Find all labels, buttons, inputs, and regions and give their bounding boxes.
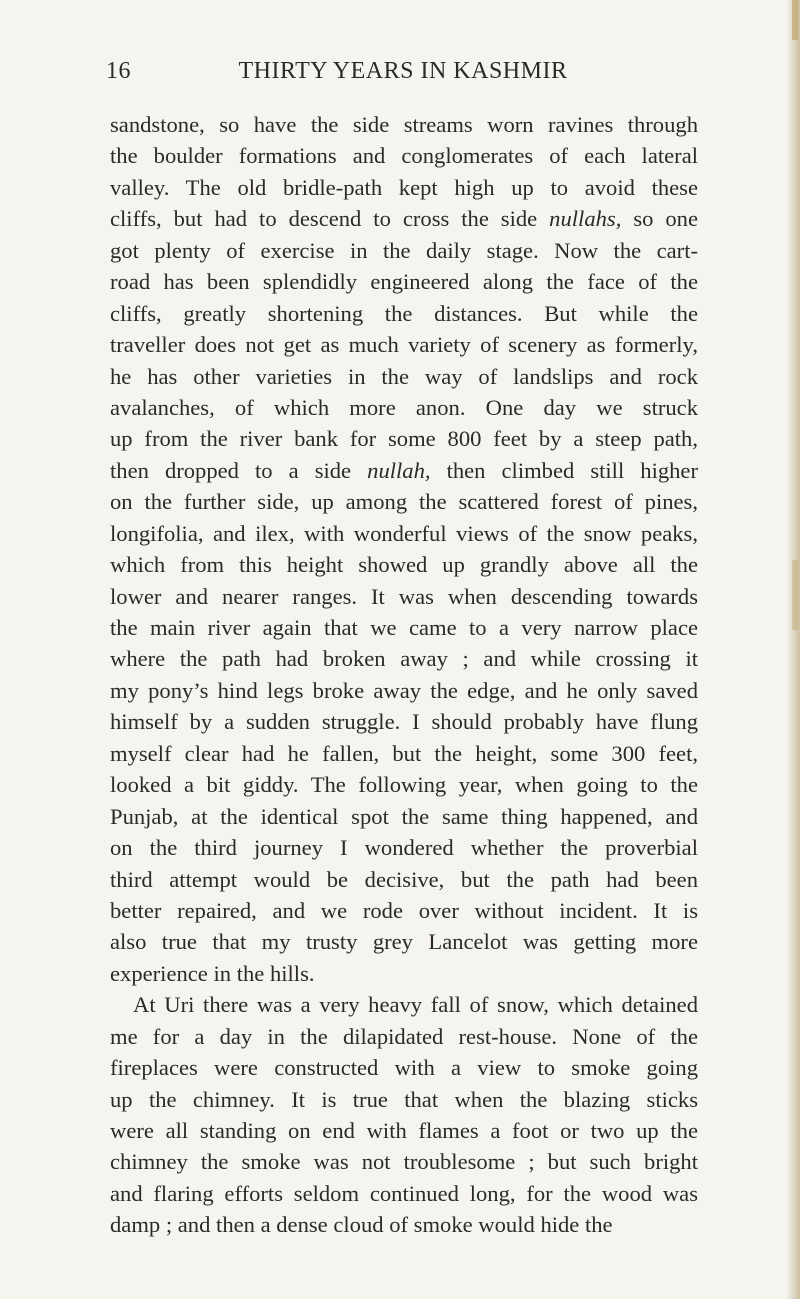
text-line [110, 455, 698, 486]
text-line [110, 801, 698, 832]
text-line [110, 581, 698, 612]
text-segment: me for a day in the dilapidated rest-house. None of the [110, 1023, 698, 1049]
text-line [110, 612, 698, 643]
italic-term: nullah, [367, 457, 431, 483]
text-line [110, 1209, 698, 1240]
text-segment: he has other varieties in the way of landslips and rock [110, 363, 698, 389]
text-segment: At Uri there was a very heavy fall of snow, which detained [133, 992, 698, 1018]
page-edge [786, 0, 800, 1299]
text-line [110, 738, 698, 769]
text-segment: cliffs, but had to descend to cross the side [110, 206, 550, 232]
text-segment: third attempt would be decisive, but the path had been [110, 866, 698, 892]
text-line [110, 989, 698, 1020]
text-segment: were all standing on end with flames a foot or two up the [110, 1118, 698, 1143]
text-line [110, 1084, 698, 1115]
text-line [110, 423, 698, 454]
text-line [110, 235, 698, 266]
text-segment: and flaring efforts seldom continued long, for the wood was [110, 1180, 698, 1206]
text-line [110, 958, 698, 989]
page-edge-mark [792, 0, 798, 40]
text-segment: traveller does not get as much variety of scenery as formerly, [110, 332, 698, 358]
text-line [110, 706, 698, 737]
text-segment: longifolia, and ilex, with wonderful views of the snow peaks, [110, 520, 698, 546]
text-segment: also true that my trusty grey Lancelot was getting more [110, 929, 698, 955]
page-edge-mark [792, 560, 798, 630]
text-line [110, 832, 698, 863]
text-segment: avalanches, of which more anon. One day we struck [110, 394, 698, 420]
page-number: 16 [106, 58, 131, 84]
text-line [110, 549, 698, 580]
text-segment: on the further side, up among the scattered forest of pines, [110, 489, 698, 515]
text-line [110, 1115, 698, 1146]
text-segment: damp ; and then a dense cloud of smoke would hide the [110, 1212, 613, 1238]
text-segment: cliffs, greatly shortening the distances. But while the [110, 300, 698, 326]
text-segment: my pony’s hind legs broke away the edge, and he only saved [110, 677, 698, 703]
text-segment: Punjab, at the identical spot the same thing happened, and [110, 803, 698, 829]
text-line [110, 675, 698, 706]
text-line [110, 895, 698, 926]
text-line [110, 203, 698, 234]
text-line [110, 140, 698, 171]
text-segment: himself by a sudden struggle. I should probably have flung [110, 709, 698, 735]
text-segment: then climbed still higher [430, 457, 698, 483]
running-head [106, 58, 696, 90]
text-segment: up the chimney. It is true that when the blazing sticks [110, 1086, 698, 1112]
text-segment: road has been splendidly engineered along the face of the [110, 269, 698, 295]
text-segment: on the third journey I wondered whether the proverbial [110, 835, 698, 861]
text-line [110, 1021, 698, 1052]
text-line [110, 1178, 698, 1209]
text-segment: fireplaces were constructed with a view to smoke going [110, 1055, 698, 1081]
running-title: THIRTY YEARS IN KASHMIR [238, 58, 568, 84]
text-segment: where the path had broken away ; and while crossing it [110, 646, 698, 672]
text-segment: myself clear had he fallen, but the height, some 300 feet, [110, 740, 698, 766]
text-segment: valley. The old bridle-path kept high up to avoid these [110, 174, 698, 200]
text-line [110, 266, 698, 297]
text-line [110, 329, 698, 360]
text-segment: up from the river bank for some 800 feet by a steep path, [110, 426, 698, 452]
text-line [110, 298, 698, 329]
text-line [110, 1146, 698, 1177]
text-segment: experience in the hills. [110, 960, 315, 986]
text-segment: so one [621, 206, 698, 232]
text-line [110, 361, 698, 392]
body-text [110, 109, 698, 1241]
text-segment: the boulder formations and conglomerates of each lateral [110, 143, 698, 169]
text-segment: which from this height showed up grandly above all the [110, 552, 698, 578]
text-line [110, 864, 698, 895]
text-line [110, 769, 698, 800]
text-segment: the main river again that we came to a very narrow place [110, 615, 698, 640]
text-line [110, 109, 698, 140]
text-line [110, 392, 698, 423]
text-line [110, 926, 698, 957]
text-line [110, 518, 698, 549]
text-segment: chimney the smoke was not troublesome ; but such bright [110, 1149, 698, 1175]
text-segment: got plenty of exercise in the daily stage. Now the cart- [110, 237, 698, 263]
text-segment: sandstone, so have the side streams worn ravines through [110, 112, 698, 137]
text-line [110, 1052, 698, 1083]
text-line [110, 486, 698, 517]
italic-term: nullahs, [549, 206, 622, 232]
text-segment: looked a bit giddy. The following year, when going to the [110, 772, 698, 798]
text-line [110, 172, 698, 203]
text-line [110, 643, 698, 674]
text-segment: then dropped to a side [110, 457, 368, 483]
text-segment: better repaired, and we rode over without incident. It is [110, 897, 698, 923]
text-segment: lower and nearer ranges. It was when descending towards [110, 583, 698, 609]
